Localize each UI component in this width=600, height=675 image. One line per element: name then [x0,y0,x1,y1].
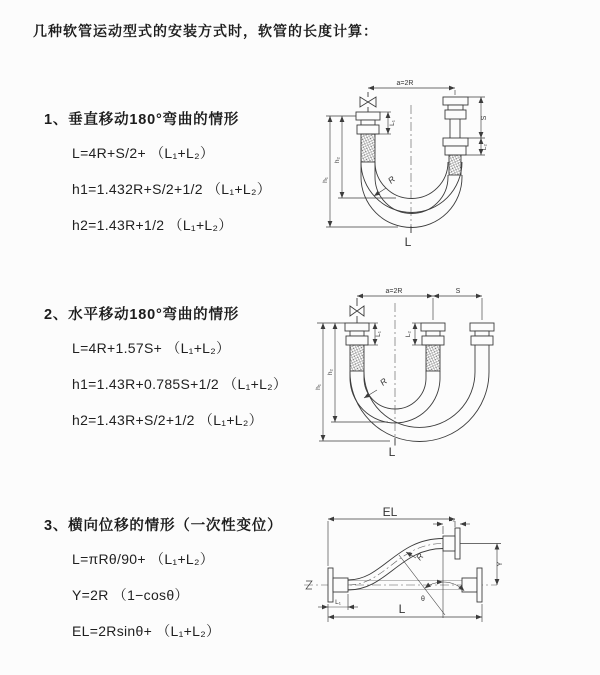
dim-a2r-label: a=2R [396,80,414,87]
dim-l-label: L [398,602,406,616]
dim-l1-label: L₁ [375,331,382,337]
dim-l1-label: L₁ [389,120,396,126]
diagram-lateral-displacement [300,505,600,645]
dim-s-label: S [481,115,488,121]
dim-theta-label: θ [421,596,425,603]
fittings [328,528,482,602]
dim-el-label: EL [382,505,398,519]
hose-u-bend [361,119,462,228]
section-lateral-displacement [44,514,282,657]
section-vertical-move [44,108,271,251]
dim-h2-label: h₂ [334,156,341,164]
formula-h1: h1=1.43R+0.785S+1/2 （L₁+L₂） [72,376,288,392]
formula-h2: h2=1.43R+S/2+1/2 （L₁+L₂） [72,412,263,428]
dim-l2-label: L₂ [448,516,456,523]
hose-u-bends [350,345,489,442]
formula-el: EL=2Rsinθ+ （L₁+L₂） [72,623,221,639]
valve-icon [350,298,364,323]
angle-construction [399,551,464,618]
dim-s-label: S [455,288,461,295]
dim-l-label: L [388,445,396,459]
formula-h1: h1=1.432R+S/2+1/2 （L₁+L₂） [72,181,272,197]
dim-r-label: R [377,375,389,388]
dim-l-label: L [404,235,412,249]
dim-h2-label: h₂ [327,368,334,376]
section-horizontal-move [44,303,287,446]
page-title: 几种软管运动型式的安装方式时，软管的长度计算： [33,23,378,39]
valve-icon [360,92,376,112]
dim-h1-label: h₁ [322,177,329,183]
hose-s-curve [348,539,443,591]
dim-h1-label: h₁ [315,384,322,390]
dim-l2-label: L₂ [405,330,412,338]
diagram-vertical-move-180 [310,70,600,270]
dim-r-label: R [385,173,397,186]
section-3-heading: 3、横向位移的情形（一次性变位） [44,518,283,534]
formula-l: L=πRθ/90+ （L₁+L₂） [72,551,215,567]
diagram-horizontal-move-180 [310,283,600,465]
formula-l: L=4R+S/2+ （L₁+L₂） [72,145,215,161]
dim-l2-label: L₂ [481,143,488,151]
dim-a2r-label: a=2R [385,288,403,295]
formula-h2: h2=1.43R+1/2 （L₁+L₂） [72,217,233,233]
dim-l1-label: L₁ [335,599,341,606]
dim-y-label: Y [497,561,504,567]
left-fitting [356,112,380,162]
formula-y: Y=2R （1−cosθ） [72,587,189,603]
dim-r-label: R [413,551,426,563]
section-2-heading: 2、水平移动180°弯曲的情形 [44,307,240,323]
right-fitting [443,97,468,175]
fittings [345,323,494,371]
dimension-lines [318,519,501,622]
formula-l: L=4R+1.57S+ （L₁+L₂） [72,340,231,356]
section-1-heading: 1、垂直移动180°弯曲的情形 [44,112,240,128]
